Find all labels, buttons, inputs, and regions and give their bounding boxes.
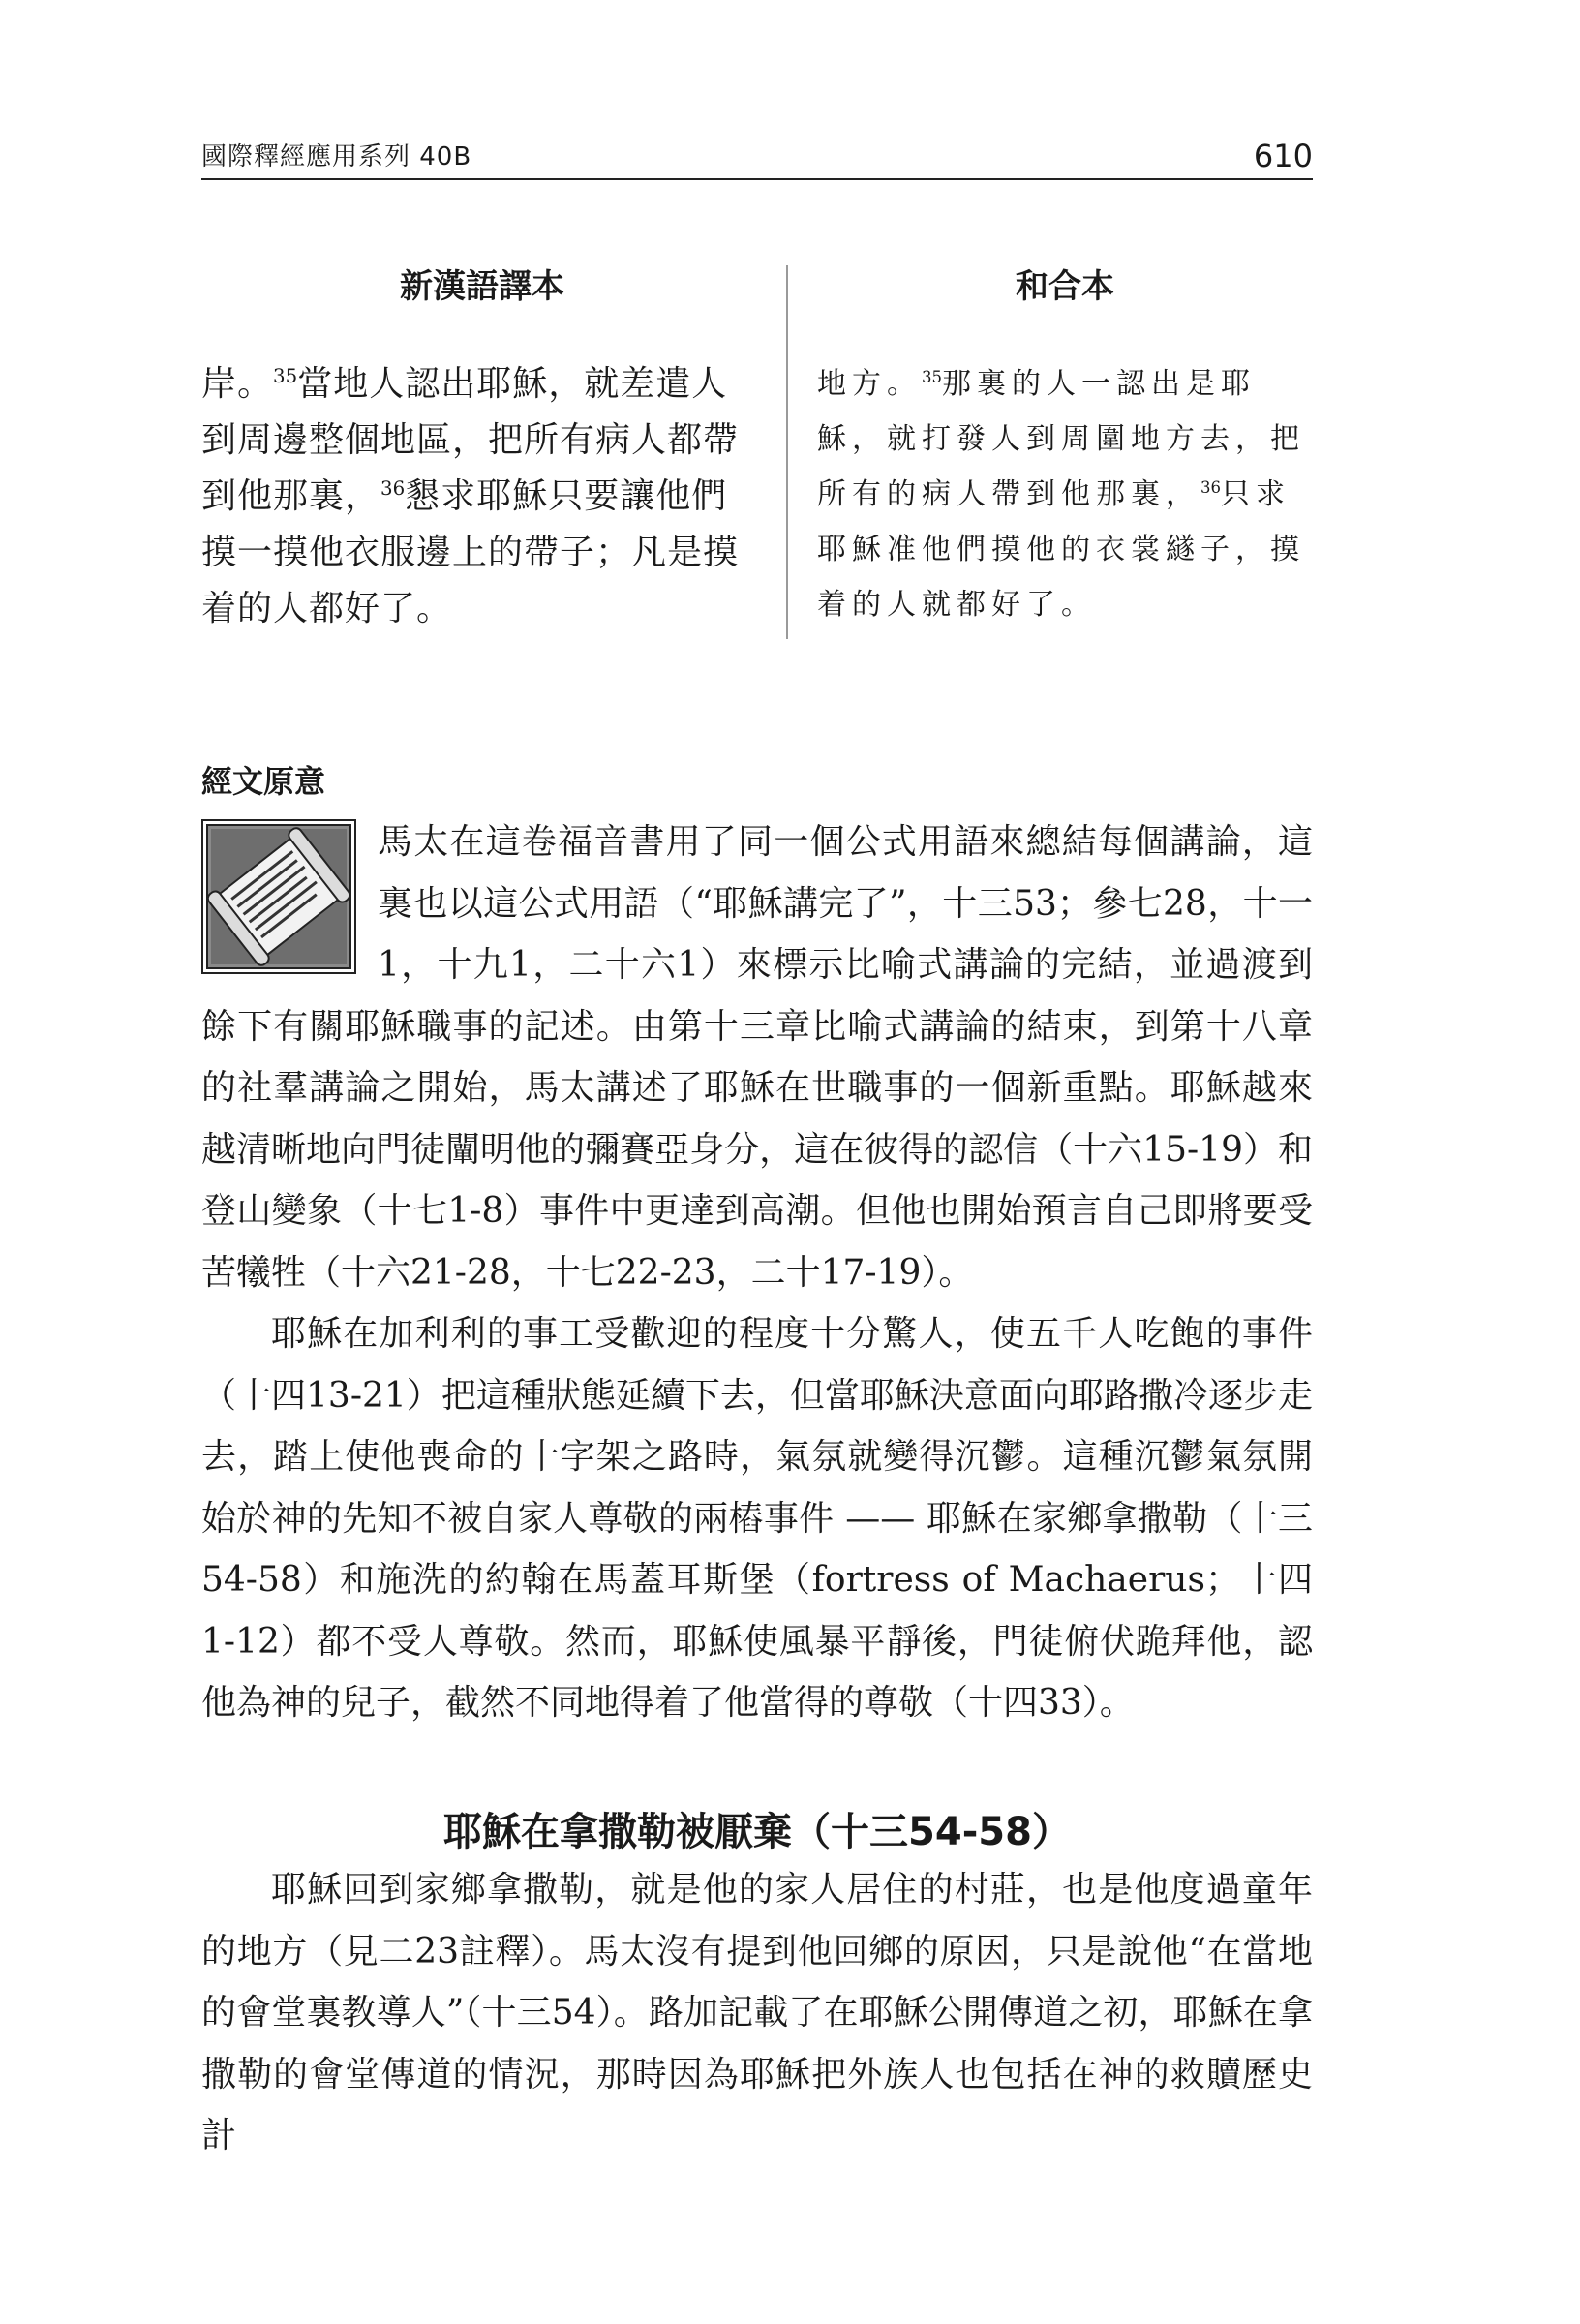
subsection-title: 耶穌在拿撒勒被厭棄（十三54-58） bbox=[443, 1810, 1071, 1854]
subsection-paragraph: 耶穌回到家鄉拿撒勒，就是他的家人居住的村莊，也是他度過童年的地方（見二23註釋）。馬太沒有提到他回鄉的原因，只是說他“在當地的會堂裏教導人”（十三54）。路加記載了在耶穌公開傳道之初，耶穌在拿撒勒的會堂傳道的情況，那時因為耶穌把外族人也包括在神的救贖歷史計 bbox=[201, 1870, 1313, 2156]
section-label: 經文原意 bbox=[201, 763, 326, 800]
translation-title-left: 新漢語譯本 bbox=[400, 267, 564, 306]
page-number: 610 bbox=[1253, 138, 1313, 174]
verse-number: 36 bbox=[380, 477, 406, 500]
translation-column-left bbox=[201, 260, 763, 637]
column-divider bbox=[786, 265, 788, 639]
commentary-paragraph: 馬太在這卷福音書用了同一個公式用語來總結每個講論，這裏也以這公式用語（“耶穌講完了”，十三53；參七28，十一1，十九1，二十六1）來標示比喻式講論的完結，並過渡到餘下有關耶穌職事的記述。由第十三章比喻式講論的結束，到第十八章的社羣講論之開始，馬太講述了耶穌在世職事的一個新重點。耶穌越來越清晰地向門徒闡明他的彌賽亞身分，這在彼得的認信（十六15-19）和登山變象（十七1-8）事件中更達到高潮。但他也開始預言自己即將要受苦犧牲（十六21-28，十七22-23，二十17-19）。 bbox=[201, 822, 1313, 1293]
commentary-body bbox=[201, 811, 1313, 1734]
translation-text-left: 岸。$^{35}$當地人認出耶穌，就差遣人到周邊整個地區，把所有病人都帶到他那裏，$^{36}$懇求耶穌只要讓他們摸一摸他衣服邊上的帶子；凡是摸着的人都好了。 bbox=[201, 364, 740, 628]
translation-text-right: 地方。$^{35}$那裏的人一認出是耶穌，就打發人到周圍地方去，把所有的病人帶到他那裏，$^{36}$只求耶穌准他們摸他的衣裳繸子，摸着的人就都好了。 bbox=[817, 367, 1305, 622]
icon-spacer bbox=[201, 811, 378, 995]
commentary-paragraph: 耶穌在加利利的事工受歡迎的程度十分驚人，使五千人吃飽的事件（十四13-21）把這種狀態延續下去，但當耶穌決意面向耶路撒冷逐步走去，踏上使他喪命的十字架之路時，氣氛就變得沉鬱。這種沉鬱氣氛開始於神的先知不被自家人尊敬的兩樁事件 —— 耶穌在家鄉拿撒勒（十三54-58）和施洗的約翰在馬蓋耳斯堡（fortress of Machaerus；十四1-12）都不受人尊敬。然而，耶穌使風暴平靜後，門徒俯伏跪拜他，認他為神的兒子，截然不同地得着了他當得的尊敬（十四33）。 bbox=[201, 1314, 1313, 1723]
verse-number: 36 bbox=[1200, 478, 1221, 497]
verse-number: 35 bbox=[922, 368, 942, 386]
translation-title-right: 和合本 bbox=[1016, 267, 1114, 306]
series-title: 國際釋經應用系列 40B bbox=[201, 142, 472, 171]
page-header bbox=[201, 138, 1313, 180]
parallel-translations bbox=[201, 260, 1313, 647]
verse-number: 35 bbox=[273, 365, 298, 387]
translation-column-right bbox=[817, 260, 1313, 632]
subsection-body bbox=[201, 1859, 1313, 2167]
